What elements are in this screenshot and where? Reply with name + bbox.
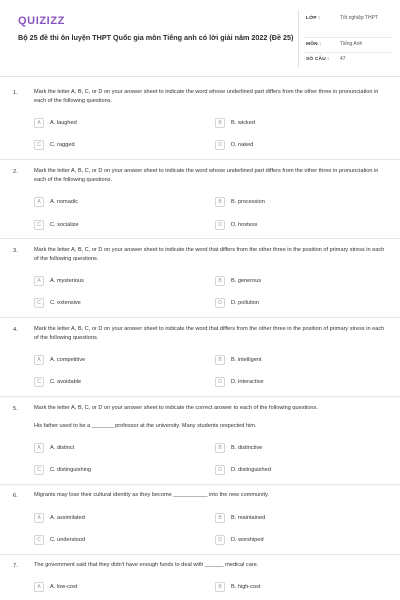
option-letter-box: D: [215, 465, 225, 475]
option-letter-box: B: [215, 582, 225, 592]
quizizz-logo: QUIZIZZ: [18, 15, 65, 27]
question-number: 7.: [13, 563, 18, 569]
question-text: Mark the letter A, B, C, or D on your answer sheet to indicate the correct answer to each of the following questions.: [34, 405, 318, 411]
question-number: 5.: [13, 406, 18, 412]
question-number: 4.: [13, 327, 18, 333]
question-number: 2.: [13, 169, 18, 175]
meta-divider: [304, 52, 392, 53]
option-text: D. pollution: [231, 300, 259, 306]
option-text: D. worshiped: [231, 537, 264, 543]
question-divider: [0, 159, 400, 160]
option-text: B. high-cost: [231, 584, 261, 590]
option-letter-box: A: [34, 355, 44, 365]
option-letter-box: B: [215, 276, 225, 286]
option-text: B. wicked: [231, 120, 255, 126]
option-letter-box: A: [34, 443, 44, 453]
option-text: A. distinct: [50, 445, 75, 451]
question-divider: [0, 396, 400, 397]
option-letter-box: D: [215, 140, 225, 150]
option-text: D. naked: [231, 142, 254, 148]
option-text: D. interactive: [231, 379, 264, 385]
option-text: A. nomadic: [50, 199, 78, 205]
question-text: Mark the letter A, B, C, or D on your answer sheet to indicate the word whose underlined part differs from the other three in pronunciation in each of the following questions.: [34, 89, 379, 104]
option-letter-box: D: [215, 377, 225, 387]
option-letter-box: A: [34, 118, 44, 128]
option-text: A. laughed: [50, 120, 77, 126]
option-letter-box: C: [34, 140, 44, 150]
option-text: B. distinctive: [231, 445, 263, 451]
option-letter-box: B: [215, 197, 225, 207]
option-text: C. extensive: [50, 300, 81, 306]
question-divider: [0, 554, 400, 555]
count-value: 47: [340, 56, 346, 62]
question-number: 1.: [13, 90, 18, 96]
option-letter-box: B: [215, 513, 225, 523]
option-letter-box: B: [215, 118, 225, 128]
option-text: C. socialize: [50, 222, 79, 228]
question-text: Mark the letter A, B, C, or D on your answer sheet to indicate the word whose underlined part differs from the other three in pronunciation in each of the following questions.: [34, 168, 379, 183]
option-text: C. ragged: [50, 142, 75, 148]
option-letter-box: C: [34, 535, 44, 545]
option-letter-box: C: [34, 465, 44, 475]
option-letter-box: D: [215, 220, 225, 230]
header-divider: [298, 10, 299, 68]
worksheet-title: Bộ 25 đề thi ôn luyện THPT Quốc gia môn Tiếng anh có lời giải năm 2022 (Đề 25): [18, 33, 294, 42]
option-letter-box: C: [34, 220, 44, 230]
option-text: B. maintained: [231, 515, 266, 521]
option-text: A. assimilated: [50, 515, 85, 521]
option-text: C. distinguishing: [50, 467, 92, 473]
question-divider: [0, 238, 400, 239]
option-letter-box: A: [34, 582, 44, 592]
question-text: The government said that they didn't have enough funds to deal with ______ medical care.: [34, 562, 259, 568]
option-text: C. avoidable: [50, 379, 82, 385]
question-number: 6.: [13, 493, 18, 499]
option-letter-box: A: [34, 197, 44, 207]
subject-value: Tiếng Anh: [340, 41, 363, 47]
question-number: 3.: [13, 248, 18, 254]
question-text: Mark the letter A, B, C, or D on your answer sheet to indicate the word that differs from the other three in the position of primary stress in each of the following questions.: [34, 247, 385, 262]
option-text: D. distinguished: [231, 467, 271, 473]
option-letter-box: A: [34, 513, 44, 523]
option-text: A. low-cost: [50, 584, 78, 590]
option-letter-box: A: [34, 276, 44, 286]
question-text: Migrants may lose their cultural identity as they become ___________ into the new community.: [34, 492, 269, 498]
class-value: Tốt nghiệp THPT: [340, 15, 378, 21]
option-letter-box: D: [215, 535, 225, 545]
option-text: C. understood: [50, 537, 86, 543]
question-divider: [0, 484, 400, 485]
option-text: D. hostess: [231, 222, 258, 228]
question-sentence: His father used to be a _______ professor at the university. Many students respected him.: [34, 423, 257, 429]
option-text: A. mysterious: [50, 278, 84, 284]
option-letter-box: C: [34, 298, 44, 308]
meta-divider: [304, 37, 392, 38]
class-label: LỚP :: [306, 16, 321, 21]
option-letter-box: B: [215, 355, 225, 365]
question-divider: [0, 317, 400, 318]
subject-label: MÔN :: [306, 42, 322, 47]
question-text: Mark the letter A, B, C, or D on your answer sheet to indicate the word that differs from the other three in the position of primary stress in each of the following questions.: [34, 326, 385, 341]
option-text: B. intelligent: [231, 357, 262, 363]
option-letter-box: C: [34, 377, 44, 387]
option-text: B. procession: [231, 199, 265, 205]
count-label: SỐ CÂU :: [306, 57, 330, 62]
worksheet-header: [0, 0, 400, 77]
option-letter-box: B: [215, 443, 225, 453]
option-text: A. competitive: [50, 357, 86, 363]
option-text: B. generous: [231, 278, 262, 284]
option-letter-box: D: [215, 298, 225, 308]
